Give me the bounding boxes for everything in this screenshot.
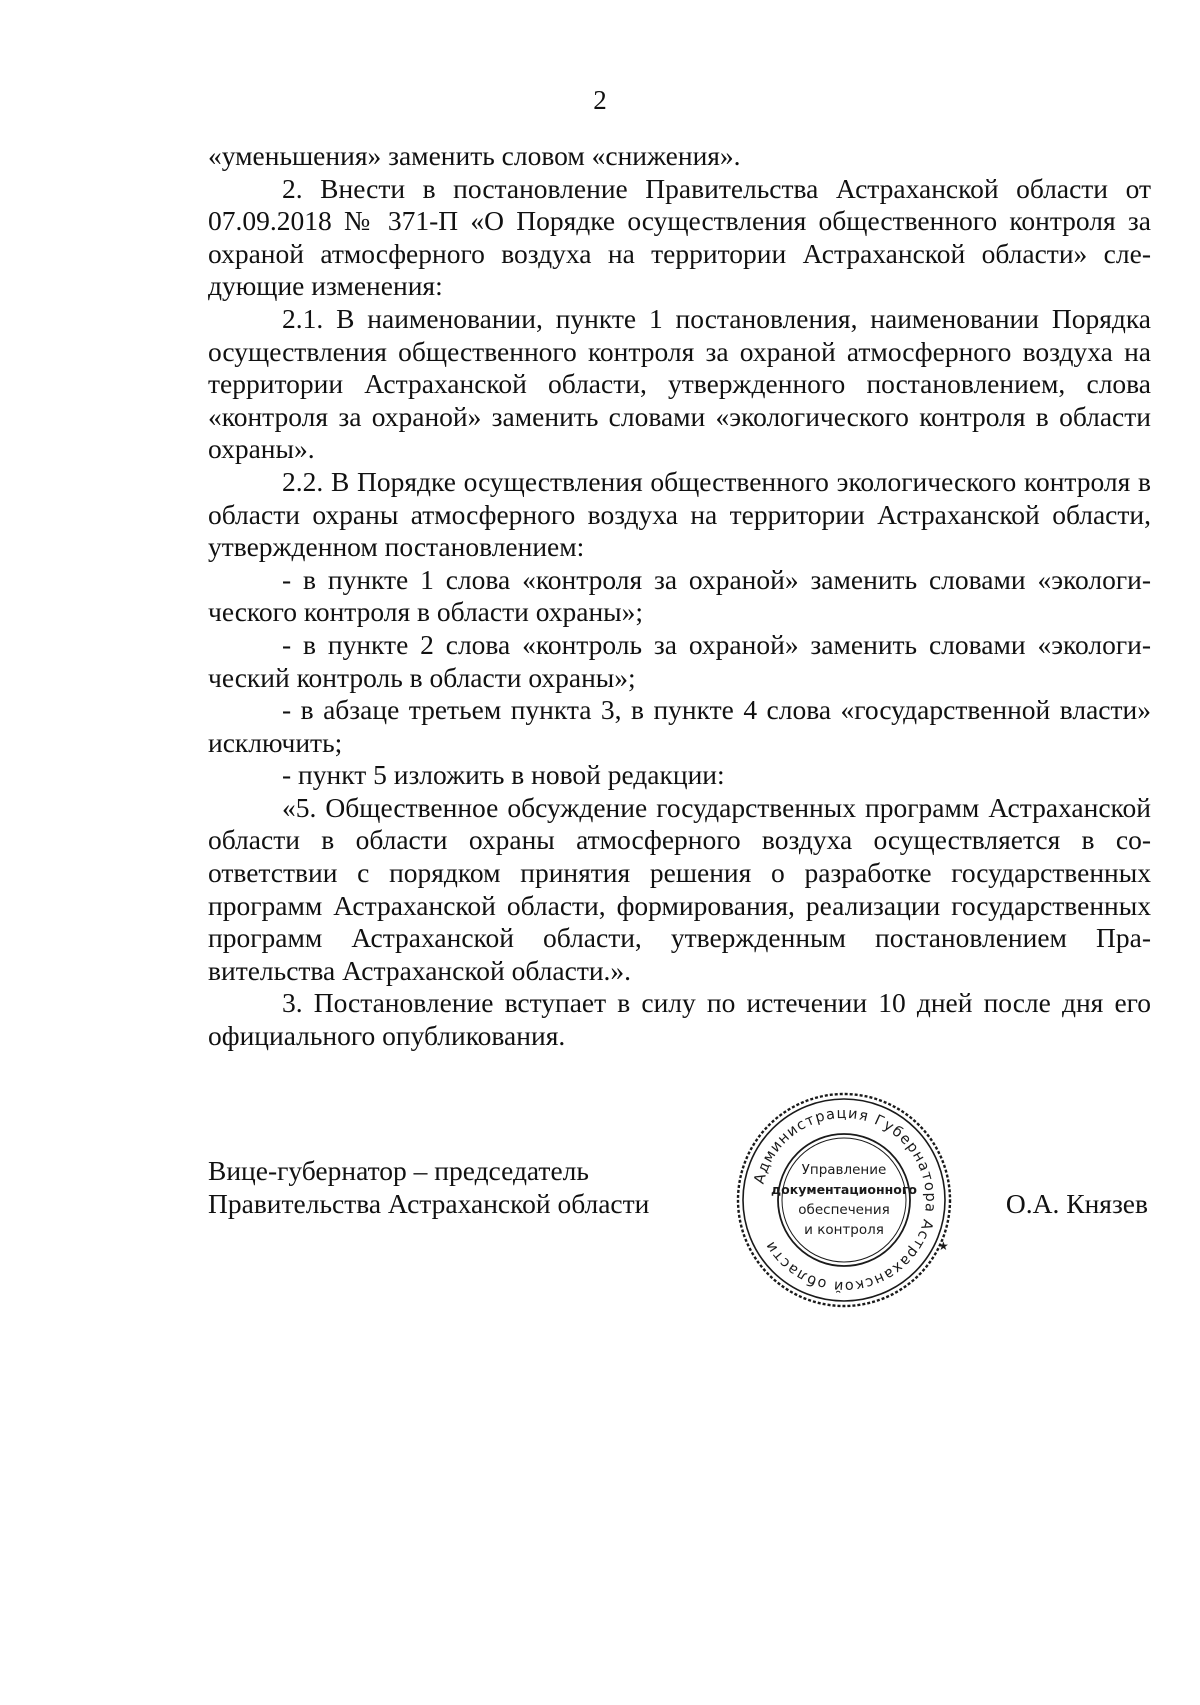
paragraph-subitem-point-2: - в пункте 2 слова «контроль за охраной» заменить словами «экологический контроль в области охраны»;	[208, 628, 1151, 693]
signatory-position-line-2: Правительства Астраханской области	[208, 1188, 650, 1219]
paragraph-item-2-2: 2.2. В Порядке осуществления общественного экологического контроля в области охраны атмосферного воздуха на территории Астраханской области, утвержденном постановлением:	[208, 465, 1151, 563]
official-seal	[734, 1090, 954, 1310]
page-number: 2	[593, 85, 607, 115]
paragraph-item-2: 2. Внести в постановление Правительства Астраханской области от 07.09.2018 № 371-П «О Порядке осуществления общественного контроля за охраной атмосферного воздуха на территории Астраханской области» следующие изменения:	[208, 172, 1151, 302]
paragraph-item-3: 3. Постановление вступает в силу по истечении 10 дней после дня его официального опубликования.	[208, 987, 1151, 1052]
seal-inner-line-2: документационного	[771, 1182, 917, 1197]
paragraph-quoted-point-5: «5. Общественное обсуждение государственных программ Астраханской области в области охраны атмосферного воздуха осуществляется в соответствии с порядком принятия решения о разработке государственных программ Астраханской области, формирования, реализации государственных программ Астраханской области, утвержденным постановлением Правительства Астраханской области.».	[208, 791, 1151, 986]
paragraph-item-2-1: 2.1. В наименовании, пункте 1 постановления, наименовании Порядка осуществления общественного контроля за охраной атмосферного воздуха на территории Астраханской области, утвержденного постановлением, слова «контроля за охраной» заменить словами «экологического контроля в области охраны».	[208, 302, 1151, 465]
seal-inner-line-3: обеспечения	[798, 1202, 890, 1218]
seal-inner-line-4: и контроля	[804, 1222, 884, 1238]
paragraph-subitem-point-3-4: - в абзаце третьем пункта 3, в пункте 4 слова «государственной власти» исключить;	[208, 694, 1151, 758]
seal-inner-line-1: Управление	[801, 1162, 887, 1178]
paragraph-continuation: «уменьшения» заменить словом «снижения».	[208, 140, 741, 171]
signatory-name: О.А. Князев	[1005, 1188, 1148, 1219]
signatory-position-line-1: Вице-губернатор – председатель	[208, 1155, 589, 1186]
seal-ring-text: Администрация Губернатора Астраханской области	[751, 1105, 939, 1295]
signatory-position	[208, 1154, 649, 1220]
paragraph-subitem-point-5: - пункт 5 изложить в новой редакции:	[282, 759, 725, 791]
svg-text:★: ★	[938, 1239, 949, 1253]
paragraph-subitem-point-1: - в пункте 1 слова «контроля за охраной» заменить словами «экологического контроля в области охраны»;	[208, 563, 1151, 628]
document-body	[208, 140, 1151, 1053]
